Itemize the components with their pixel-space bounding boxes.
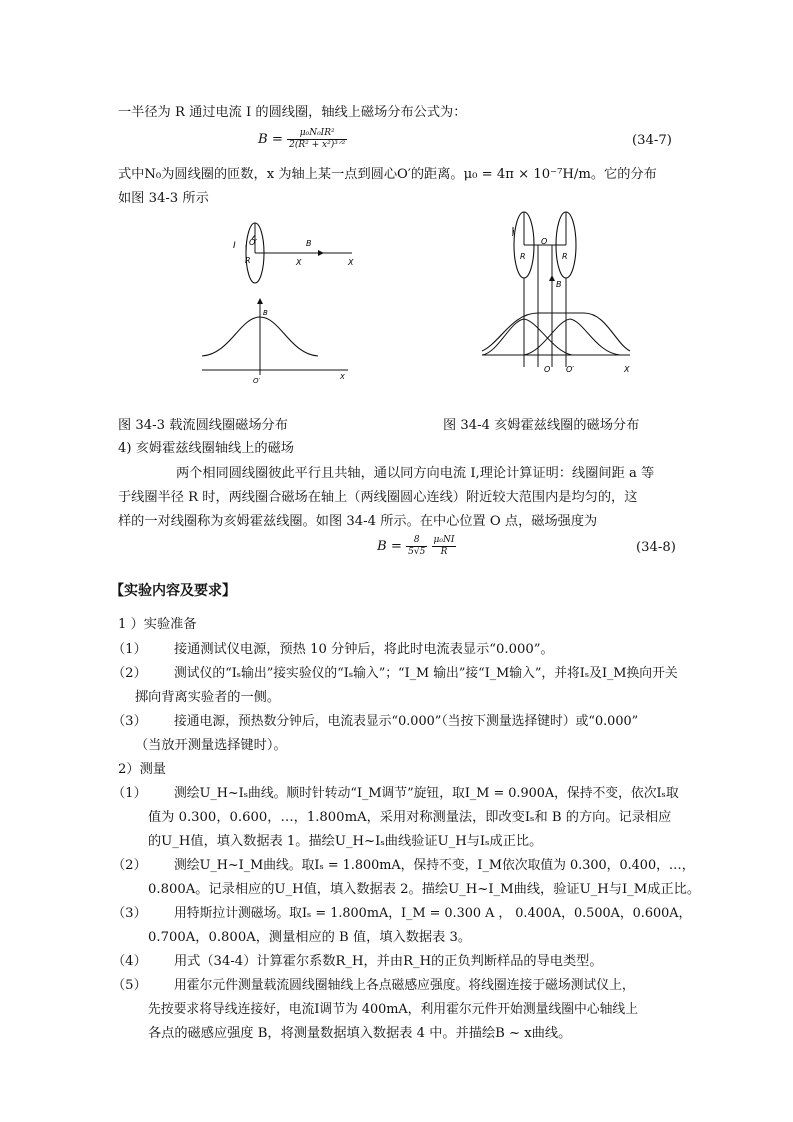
meas-5-text: 用霍尔元件测量载流圆线圈轴线上各点磁感应强度。将线圈连接于磁场测试仪上， — [174, 978, 635, 993]
sum-curve — [482, 313, 630, 351]
eq2-lhs: B = — [377, 539, 407, 554]
eq2-frac2-den: R — [440, 547, 448, 557]
label-X: X — [624, 365, 630, 374]
meas-2-text: 测绘U_H~I_M曲线。取Iₛ = 1.800mA，保持不变，I_M依次取值为 0.300，0.400，…， — [174, 858, 695, 873]
prep-3-no: （3） — [112, 714, 147, 729]
prep-3-text: 接通电源，预热数分钟后，电流表显示“0.000”（当按下测量选择键时）或“0.000” — [174, 714, 639, 729]
section-4-title: 4) 亥姆霍兹线圈轴线上的磁场 — [118, 441, 294, 456]
label-R2: R — [562, 252, 568, 261]
meas-3-text: 用特斯拉计测磁场。取Iₛ = 1.800mA，I_M = 0.300 A ， 0.400A，0.500A，0.600A， — [174, 906, 692, 921]
eq1-lhs: B = — [258, 132, 288, 147]
meas-title: 2）测量 — [118, 762, 166, 777]
meas-2-cont1: 0.800A。记录相应的U_H值，填入数据表 2。描绘U_H~I_M曲线，验证U_H与I_M成正比。 — [148, 882, 701, 897]
label-B: B — [306, 239, 312, 248]
label-O: O — [541, 237, 548, 246]
label-X2: X — [348, 258, 354, 267]
prep-2-cont: 掷向背离实验者的一侧。 — [135, 690, 281, 705]
eq2-frac1-den: 5√5 — [408, 547, 426, 557]
label-O: O′ — [249, 238, 258, 247]
label-X1: X — [296, 258, 302, 267]
prep-2-text: 测试仪的“Iₛ输出”接实验仪的“Iₛ输入”；“I_M 输出”接“I_M输入”，并将Iₛ及I_M换向开关 — [174, 666, 678, 681]
para-line-2: 于线圈半径 R 时，两线圈合磁场在轴上（两线圈圆心连线）附近较大范围内是均匀的，这 — [118, 490, 638, 505]
meas-5-no: （5） — [112, 978, 147, 993]
meas-5-cont1: 先按要求将导线连接好，电流I调节为 400mA，利用霍尔元件开始测量线圈中心轴线上 — [148, 1002, 639, 1017]
eq1-denominator: 2(R² + x²)³ᐟ² — [289, 140, 346, 150]
meas-1-cont1: 值为 0.300，0.600，…，1.800mA，采用对称测量法，即改变Iₛ和 B 的方向。记录相应 — [148, 810, 672, 825]
meas-4-no: （4） — [112, 954, 147, 969]
label-O-axis: O′ — [253, 377, 261, 385]
label-I: I — [233, 241, 236, 251]
eq1-numerator: μ₀N₀IR² — [287, 128, 347, 140]
para-line-3: 样的一对线圈称为亥姆霍兹线圈。如图 34-4 所示。在中心位置 O 点，磁场强度为 — [118, 514, 598, 529]
prep-2-no: （2） — [112, 666, 147, 681]
eq1-number: (34-7) — [632, 133, 672, 148]
eq2-frac1-num: 8 — [406, 535, 427, 547]
label-X-axis: X — [340, 373, 345, 381]
desc-line-1: 式中N₀为圆线圈的匝数，x 为轴上某一点到圆心O′的距离。μ₀ = 4π × 10⁻⁷H/m。它的分布 — [118, 167, 657, 182]
caption-34-3: 图 34-3 载流圆线圈磁场分布 — [118, 418, 288, 433]
b-arrow-icon — [318, 250, 324, 256]
label-R: R — [245, 256, 251, 265]
para-line-1: 两个相同圆线圈彼此平行且共轴，通以同方向电流 I,理论计算证明：线圈间距 a 等 — [176, 466, 655, 481]
eq2-number: (34-8) — [636, 540, 676, 555]
left-coil-curve — [482, 319, 572, 355]
equation-34-7 — [258, 128, 347, 151]
prep-3-cont: （当放开测量选择键时）。 — [135, 738, 287, 753]
eq2-frac2-num: μ₀NI — [433, 535, 455, 545]
label-R1: R — [520, 252, 526, 261]
figure-34-4 — [480, 205, 640, 380]
meas-4-text: 用式（34-4）计算霍尔系数R_H，并由R_H的正负判断样品的导电类型。 — [174, 954, 603, 969]
intro-text: 一半径为 R 通过电流 I 的圆线圈，轴线上磁场分布公式为： — [118, 105, 467, 120]
meas-3-no: （3） — [112, 906, 147, 921]
section-heading: 【实验内容及要求】 — [110, 583, 236, 599]
prep-1-no: （1） — [112, 642, 147, 657]
label-I: I — [512, 229, 515, 238]
meas-1-no: （1） — [112, 786, 147, 801]
label-B: B — [556, 280, 562, 289]
b-arrow-icon — [549, 275, 555, 281]
prep-1-text: 接通测试仪电源，预热 10 分钟后，将此时电流表显示“0.000”。 — [174, 642, 554, 657]
caption-34-4: 图 34-4 亥姆霍兹线圈的磁场分布 — [443, 418, 640, 433]
label-O2: O′ — [566, 365, 575, 374]
label-B-axis: B — [263, 309, 268, 317]
meas-5-cont2: 各点的磁感应强度 B，将测量数据填入数据表 4 中。并描绘B ~ x曲线。 — [148, 1026, 572, 1041]
figure-34-3 — [200, 205, 360, 390]
meas-1-text: 测绘U_H~Iₛ曲线。顺时针转动“I_M调节”旋钮，取I_M = 0.900A，保持不变，依次Iₛ取 — [174, 786, 679, 801]
label-O1: O — [544, 365, 551, 374]
prep-title: 1 ）实验准备 — [118, 617, 197, 632]
meas-3-cont1: 0.700A，0.800A，测量相应的 B 值，填入数据表 3。 — [148, 930, 472, 945]
desc-line-2: 如图 34-3 所示 — [118, 191, 209, 206]
meas-1-cont2: 的U_H值，填入数据表 1。描绘U_H~Iₛ曲线验证U_H与Iₛ成正比。 — [148, 834, 543, 849]
meas-2-no: （2） — [112, 858, 147, 873]
equation-34-8 — [377, 535, 456, 558]
